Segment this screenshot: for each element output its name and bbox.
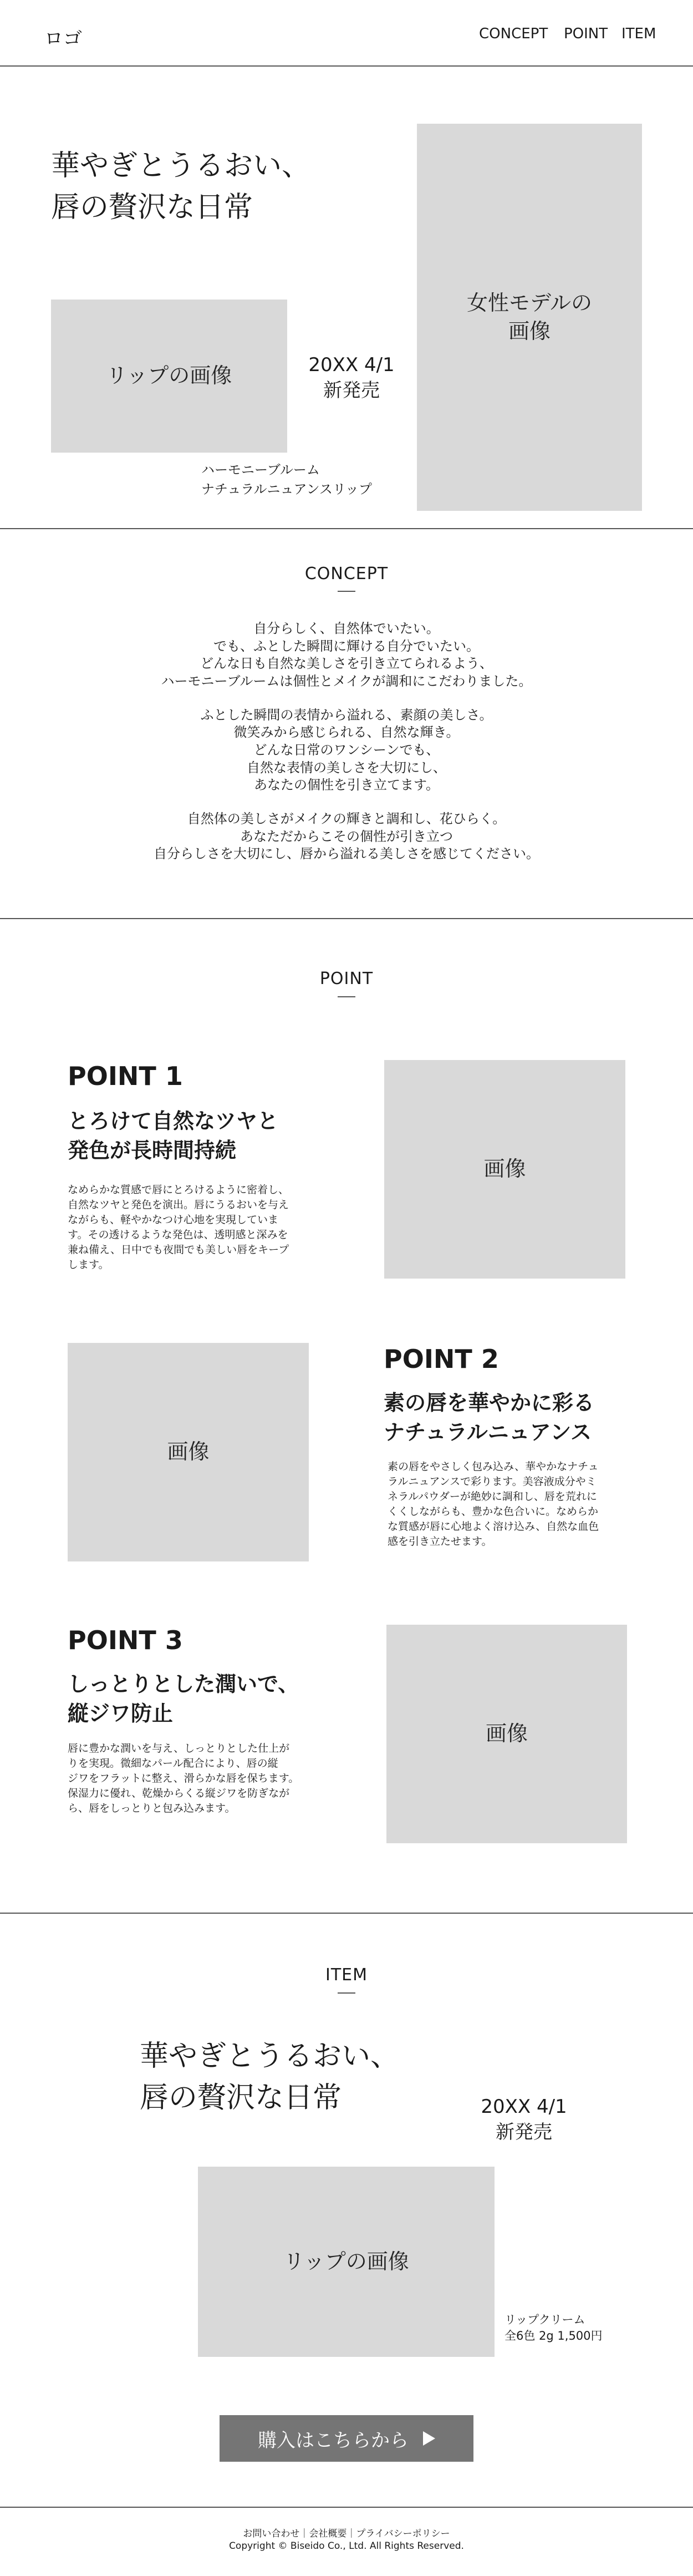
nav-point-link[interactable]: POINT <box>564 26 608 42</box>
nav-item-link[interactable]: ITEM <box>621 26 656 42</box>
hero-product-name <box>201 460 372 499</box>
logo[interactable]: ロゴ <box>44 28 82 50</box>
concept-paragraph-2: ふとした瞬間の表情から溢れる、素顔の美しさ。 微笑みから感じられる、自然な輝き。 どんな日常のワンシーンでも、 自然な表情の美しさを大切にし、 あなたの個性を引き立てます。 <box>200 707 493 793</box>
hero-product: ナチュラルニュアンスリップ <box>201 481 372 497</box>
nav-point[interactable] <box>564 26 608 42</box>
play-arrow-icon <box>423 2431 435 2446</box>
point-divider <box>0 1913 693 1914</box>
point1-number: POINT 1 <box>68 1061 183 1091</box>
buy-button-label: 購入はこちらから <box>258 2429 409 2452</box>
point3-number: POINT 3 <box>68 1625 183 1655</box>
item-release: 新発売 <box>496 2121 552 2143</box>
hero-divider <box>0 528 693 529</box>
point1-title: とろけて自然なツヤと 発色が長時間持続 <box>68 1109 279 1163</box>
item-date: 20XX 4/1 <box>481 2096 567 2118</box>
point2-body: 素の唇をやさしく包み込み、華やかなナチュ ラルニュアンスで彩ります。美容液成分やミ ネラルパウダーが絶妙に調和し、唇を荒れに くくしながらも、豊かな色合いに。なめらか な質感が唇に心地よく溶け込み、自然な血色 感を引き立たせます。 <box>388 1461 599 1548</box>
item-lip-image-placeholder <box>198 2167 495 2357</box>
point2-title: 素の唇を華やかに彩る ナチュラルニュアンス <box>384 1391 595 1445</box>
lip-image-placeholder <box>51 300 287 453</box>
item-heading: ITEM <box>325 1965 368 1985</box>
buy-button[interactable] <box>220 2415 473 2462</box>
hero-title <box>51 145 310 229</box>
footer-copyright: Copyright © Biseido Co., Ltd. All Rights Reserved. <box>229 2540 464 2552</box>
footer-links[interactable]: お問い合わせ｜会社概要｜プライバシーポリシー <box>243 2528 450 2539</box>
model-image-label-line2: 画像 <box>508 319 551 343</box>
lip-image-label: リップの画像 <box>106 363 232 388</box>
hero-title-line2: 唇の贅沢な日常 <box>51 191 253 225</box>
item-heading-underline <box>338 1992 355 1994</box>
concept-heading-underline <box>338 591 355 592</box>
concept-divider <box>0 918 693 919</box>
hero-date: 20XX 4/1 <box>308 354 395 376</box>
point3-image-label: 画像 <box>485 1721 528 1746</box>
item-title-line2: 唇の贅沢な日常 <box>140 2081 342 2115</box>
concept-heading: CONCEPT <box>304 564 389 584</box>
item-lip-image-label: リップの画像 <box>283 2249 409 2274</box>
item-release-date <box>474 2095 574 2146</box>
concept-body <box>0 620 693 879</box>
point1-image-placeholder <box>384 1060 625 1279</box>
concept-paragraph-1: 自分らしく、自然体でいたい。 でも、ふとした瞬間に輝ける自分でいたい。 どんな日も自然な美しさを引き立てられるよう、 ハーモニーブルームは個性とメイクが調和にこだわりました。 <box>161 621 532 689</box>
point3-image-placeholder <box>386 1625 627 1843</box>
hero-release-date <box>302 353 401 404</box>
hero-release: 新発売 <box>323 379 380 402</box>
item-title-line1: 華やぎとうるおい、 <box>140 2040 400 2073</box>
hero-brand: ハーモニーブルーム <box>201 462 320 478</box>
point3-body: 唇に豊かな潤いを与え、しっとりとした仕上が りを実現。微細なパール配合により、唇の縦 ジワをフラットに整え、滑らかな唇を保ちます。 保湿力に優れ、乾燥からくる縦ジワを防ぎなが ら、唇をしっとりと包み込みます。 <box>68 1742 299 1814</box>
model-image-label-line1: 女性モデルの <box>466 290 593 315</box>
nav-concept-link[interactable]: CONCEPT <box>479 26 548 42</box>
nav-concept[interactable] <box>479 26 548 42</box>
header-divider <box>0 65 693 67</box>
point-heading: POINT <box>319 969 374 988</box>
model-image-placeholder <box>417 124 642 511</box>
nav-item[interactable] <box>621 26 656 42</box>
point3-title: しっとりとした潤いで、 縦ジワ防止 <box>68 1672 299 1726</box>
point2-image-placeholder <box>68 1343 309 1561</box>
point2-image-label: 画像 <box>167 1439 210 1464</box>
point1-image-label: 画像 <box>483 1157 526 1181</box>
point-heading-underline <box>338 996 355 997</box>
item-product-info <box>505 2312 603 2345</box>
point2-number: POINT 2 <box>384 1344 499 1374</box>
hero-title-line1: 華やぎとうるおい、 <box>51 149 311 182</box>
item-divider <box>0 2507 693 2508</box>
item-product-spec: 全6色 2g 1,500円 <box>505 2329 603 2343</box>
item-title <box>140 2036 399 2119</box>
point1-body: なめらかな質感で唇にとろけるように密着し、 自然なツヤと発色を演出。唇にうるおいを与え ながらも、軽やかなつけ心地を実現していま す。その透けるような発色は、透明感と深みを 兼ね備え、日中でも夜間でも美しい唇をキープ します。 <box>68 1184 289 1271</box>
concept-paragraph-3: 自然体の美しさがメイクの輝きと調和し、花ひらく。 あなただからこその個性が引き立つ 自分らしさを大切にし、唇から溢れる美しさを感じてください。 <box>154 811 539 862</box>
item-product-name: リップクリーム <box>505 2313 585 2326</box>
